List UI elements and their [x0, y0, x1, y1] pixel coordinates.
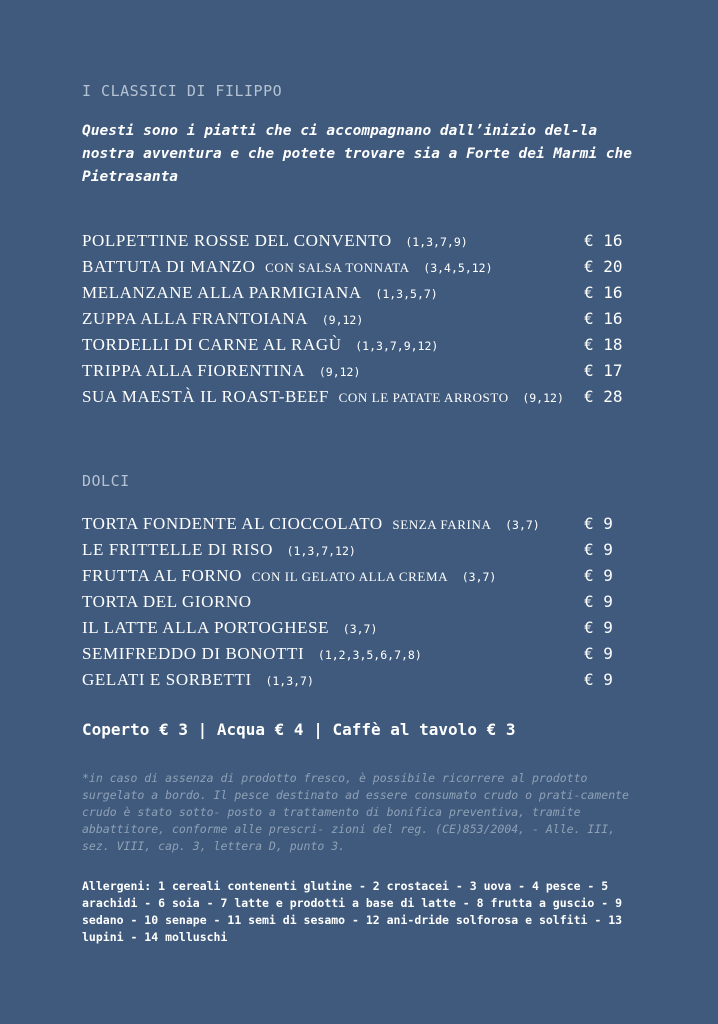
dish-allergen-codes: (9,12): [522, 391, 564, 405]
dish-price: € 20: [584, 257, 623, 276]
menu-item: [82, 667, 642, 693]
dish-price: € 9: [584, 514, 613, 533]
dish-allergen-codes: (1,3,7,9): [405, 235, 468, 249]
classici-title: I CLASSICI DI FILIPPO: [82, 82, 283, 100]
classici-list: [82, 228, 642, 410]
menu-item: [82, 332, 642, 358]
dish-name: TRIPPA ALLA FIORENTINA: [82, 361, 306, 380]
menu-item: [82, 615, 642, 641]
dish-name: MELANZANE ALLA PARMIGIANA: [82, 283, 362, 302]
dolci-list: [82, 511, 642, 693]
dish-description: CON LE PATATE ARROSTO: [338, 390, 509, 405]
dish-allergen-codes: (1,3,7,9,12): [355, 339, 439, 353]
dish-allergen-codes: (9,12): [318, 365, 361, 379]
menu-item: [82, 306, 642, 332]
dish-description: CON SALSA TONNATA: [265, 260, 410, 275]
dish-name: GELATI E SORBETTI: [82, 670, 252, 689]
dish-allergen-codes: (3,7): [461, 570, 497, 584]
dish-price: € 16: [584, 231, 623, 250]
menu-item: [82, 228, 642, 254]
dish-allergen-codes: (3,7): [505, 518, 540, 532]
dish-name: POLPETTINE ROSSE DEL CONVENTO: [82, 231, 392, 250]
dish-allergen-codes: (9,12): [321, 313, 364, 327]
dish-allergen-codes: (3,4,5,12): [423, 261, 493, 275]
dish-price: € 9: [584, 618, 613, 637]
dish-name: TORTA FONDENTE AL CIOCCOLATO: [82, 514, 383, 533]
raw-fish-disclaimer: *in caso di assenza di prodotto fresco, è possibile ricorrere al prodotto surgelato a bordo. Il pesce destinato ad essere consumato crudo o prati-camente crudo è stato sotto- posto a trattamento di bonifica preventiva, tramite abbattitore, conforme alle prescri- zioni del reg. (CE)853/2004, - Alle. III, sez. VIII, cap. 3, lettera D, punto 3.: [82, 771, 629, 853]
dish-price: € 9: [584, 644, 613, 663]
menu-item: [82, 358, 642, 384]
dish-allergen-codes: (1,2,3,5,6,7,8): [317, 648, 422, 662]
dish-name: SEMIFREDDO DI BONOTTI: [82, 644, 305, 663]
classici-intro: Questi sono i piatti che ci accompagnano dall’inizio del-la nostra avventura e che potete trovare sia a Forte dei Marmi che Pietrasanta: [82, 123, 632, 185]
dish-allergen-codes: (1,3,5,7): [375, 287, 438, 301]
dish-description: CON IL GELATO ALLA CREMA: [251, 569, 449, 584]
dish-description: SENZA FARINA: [392, 517, 492, 532]
menu-item: [82, 641, 642, 667]
dish-name: SUA MAESTÀ IL ROAST-BEEF: [82, 387, 329, 406]
dish-price: € 9: [584, 566, 613, 585]
dish-name: BATTUTA DI MANZO: [82, 257, 256, 276]
dish-name: TORTA DEL GIORNO: [82, 592, 252, 611]
dish-name: FRUTTA AL FORNO: [82, 566, 243, 585]
menu-item: [82, 384, 642, 410]
menu-item: [82, 589, 642, 615]
dish-price: € 9: [584, 670, 613, 689]
dish-price: € 28: [584, 387, 623, 406]
dolci-title: DOLCI: [82, 472, 130, 490]
dish-price: € 9: [584, 540, 613, 559]
dish-price: € 9: [584, 592, 613, 611]
menu-item: [82, 254, 642, 280]
dish-price: € 16: [584, 309, 623, 328]
menu-item: [82, 563, 642, 589]
menu-item: [82, 511, 642, 537]
allergen-legend: Allergeni: 1 cereali contenenti glutine - 2 crostacei - 3 uova - 4 pesce - 5 arachidi - 6 soia - 7 latte e prodotti a base di latte - 8 frutta a guscio - 9 sedano - 10 senape - 11 semi di sesamo - 12 ani-dride solforosa e solfiti - 13 lupini - 14 molluschi: [82, 879, 623, 944]
dish-price: € 16: [584, 283, 623, 302]
dish-allergen-codes: (1,3,7,12): [286, 544, 356, 558]
dish-name: TORDELLI DI CARNE AL RAGÙ: [82, 335, 342, 354]
dish-name: LE FRITTELLE DI RISO: [82, 540, 273, 559]
dish-price: € 17: [584, 361, 623, 380]
dish-price: € 18: [584, 335, 623, 354]
menu-item: [82, 537, 642, 563]
dish-name: ZUPPA ALLA FRANTOIANA: [82, 309, 309, 328]
dish-name: IL LATTE ALLA PORTOGHESE: [82, 618, 330, 637]
dish-allergen-codes: (3,7): [342, 622, 378, 636]
service-charges: Coperto € 3 | Acqua € 4 | Caffè al tavolo € 3: [82, 720, 516, 739]
dish-allergen-codes: (1,3,7): [265, 674, 314, 688]
menu-item: [82, 280, 642, 306]
